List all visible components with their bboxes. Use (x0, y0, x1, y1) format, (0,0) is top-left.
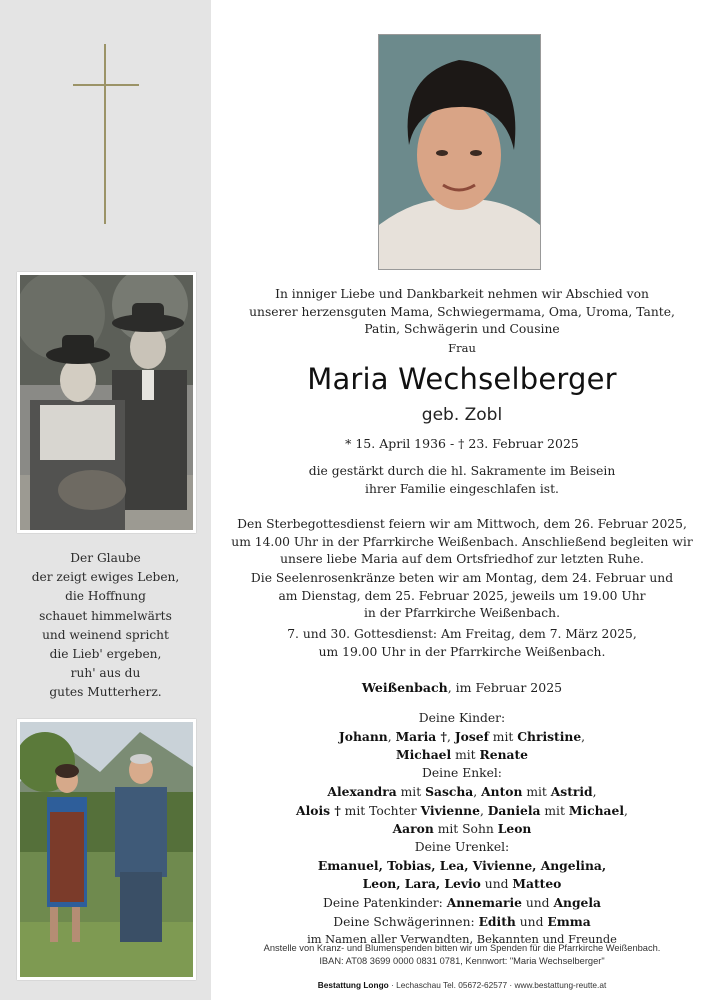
intro-text (228, 286, 696, 339)
birth-name: geb. Zobl (421, 405, 503, 425)
poem-line: und weinend spricht (42, 627, 169, 642)
great-grandchildren-line (228, 857, 696, 876)
poem-line: gutes Mutterherz. (49, 685, 162, 700)
rosary-line: in der Pfarrkirche Weißenbach. (363, 606, 561, 620)
children-line (228, 728, 696, 747)
life-dates: * 15. April 1936 - † 23. Februar 2025 (345, 436, 579, 451)
separator: , (479, 803, 488, 818)
separator: mit Tochter (340, 803, 421, 818)
great-grandchildren-line (228, 875, 696, 894)
family-name: Leon, Lara, Levio (362, 876, 481, 892)
funeral-text (228, 516, 696, 569)
separator: , (387, 729, 396, 744)
family-name: Alois † (296, 802, 341, 818)
great-grandchildren-heading: Deine Urenkel: (414, 839, 510, 854)
children-heading: Deine Kinder: (418, 711, 506, 725)
sacraments-line: ihrer Familie eingeschlafen ist. (365, 481, 559, 496)
family-name: Astrid (550, 783, 593, 799)
sisters-in-law-line (228, 913, 696, 932)
poem-line: schauet himmelwärts (39, 608, 172, 623)
separator: mit (522, 784, 551, 799)
separator: mit (396, 784, 426, 799)
family-name: Aaron (392, 821, 434, 837)
poem-line: ruh' aus du (70, 666, 141, 681)
children-line (228, 746, 696, 765)
rosary-line: Die Seelenrosenkränze beten wir am Montag, dem 24. Februar und (250, 571, 674, 585)
separator: und (515, 914, 548, 929)
sacraments-text (228, 463, 696, 498)
funeral-line: unsere liebe Maria auf dem Ortsfriedhof zur letzten Ruhe. (280, 552, 644, 566)
family-name: Alexandra (327, 783, 397, 799)
separator: , (446, 729, 455, 744)
mass-text (228, 626, 696, 661)
place-date-text: , im Februar 2025 (447, 680, 563, 695)
funeral-line: Den Sterbegottesdienst feiern wir am Mittwoch, dem 26. Februar 2025, (237, 517, 687, 531)
cross-icon (73, 44, 139, 224)
separator: mit (451, 748, 480, 763)
family-name: Josef (454, 728, 489, 744)
intro-line: Patin, Schwägerin und Cousine (364, 322, 560, 336)
sisters-in-law-heading: Deine Schwägerinnen: (333, 914, 479, 929)
mass-line: um 19.00 Uhr in der Pfarrkirche Weißenbach. (318, 644, 606, 659)
separator: und (521, 896, 554, 911)
family-name: Leon (497, 821, 532, 837)
grandchildren-line (228, 783, 696, 802)
family-name: Angela (553, 895, 602, 911)
mass-line: 7. und 30. Gottesdienst: Am Freitag, dem 7. März 2025, (287, 627, 637, 641)
intro-line: In inniger Liebe und Dankbarkeit nehmen wir Abschied von (275, 287, 649, 301)
family-list (228, 710, 696, 949)
family-name: Michael (568, 802, 625, 818)
sacraments-line: die gestärkt durch die hl. Sakramente im Beisein (308, 464, 616, 478)
portrait-photo (378, 34, 541, 270)
godchildren-heading: Deine Patenkinder: (322, 896, 447, 911)
poem-line: die Lieb' ergeben, (49, 647, 162, 662)
family-name: Sascha (425, 783, 474, 799)
family-name: Maria † (395, 728, 447, 744)
godchildren-line (228, 894, 696, 913)
family-name: Emanuel, Tobias, Lea, Vivienne, Angelina, (317, 857, 607, 873)
separator: mit (488, 729, 518, 744)
separator: mit (540, 803, 569, 818)
iban-line: IBAN: AT08 3699 0000 0831 0781, Kennwort: "Maria Wechselberger" (319, 956, 605, 966)
family-name: Daniela (487, 802, 541, 818)
place-town: Weißenbach (361, 680, 448, 695)
separator: , (624, 803, 628, 818)
poem (0, 549, 211, 703)
family-name: Matteo (512, 876, 562, 892)
separator: , (581, 729, 586, 744)
poem-line: die Hoffnung (65, 589, 146, 604)
poem-line: Der Glaube (70, 551, 141, 565)
family-name: Edith (478, 913, 516, 929)
grandchildren-line (228, 820, 696, 839)
family-name: Johann (338, 728, 388, 744)
separator: , (473, 784, 482, 799)
deceased-name: Maria Wechselberger (307, 362, 617, 396)
family-name: Michael (395, 747, 452, 763)
grandchildren-line (228, 802, 696, 821)
undertaker-line (228, 980, 696, 990)
funeral-line: um 14.00 Uhr in der Pfarrkirche Weißenbach. Anschließend begleiten wir (231, 534, 693, 549)
separator: mit Sohn (433, 822, 498, 837)
rosary-text (228, 570, 696, 623)
family-name: Vivienne (420, 802, 480, 818)
separator: und (480, 877, 513, 892)
intro-line: unserer herzensguten Mama, Schwiegermama, Oma, Uroma, Tante, (249, 304, 675, 319)
garden-photo (17, 719, 196, 980)
family-name: Renate (479, 747, 528, 763)
donation-line: Anstelle von Kranz- und Blumenspenden bitten wir um Spenden für die Pfarrkirche Weißenbach. (263, 943, 661, 953)
donation-note (228, 942, 696, 968)
separator: , (592, 784, 597, 799)
salutation: Frau (448, 341, 476, 355)
grandchildren-heading: Deine Enkel: (422, 766, 502, 781)
rosary-line: am Dienstag, dem 25. Februar 2025, jeweils um 19.00 Uhr (278, 588, 646, 603)
family-name: Emma (547, 913, 591, 929)
poem-line: der zeigt ewiges Leben, (31, 570, 180, 585)
couple-photo (17, 272, 196, 533)
undertaker-contact: · Lechaschau Tel. 05672-62577 · www.bestattung-reutte.at (388, 980, 607, 990)
family-name: Christine (517, 728, 582, 744)
place-date (228, 680, 696, 695)
relatives-line: im Namen aller Verwandten, Bekannten und Freunde (307, 932, 617, 947)
family-name: Anton (481, 783, 523, 799)
undertaker-name: Bestattung Longo (317, 980, 389, 990)
family-name: Annemarie (446, 895, 522, 911)
